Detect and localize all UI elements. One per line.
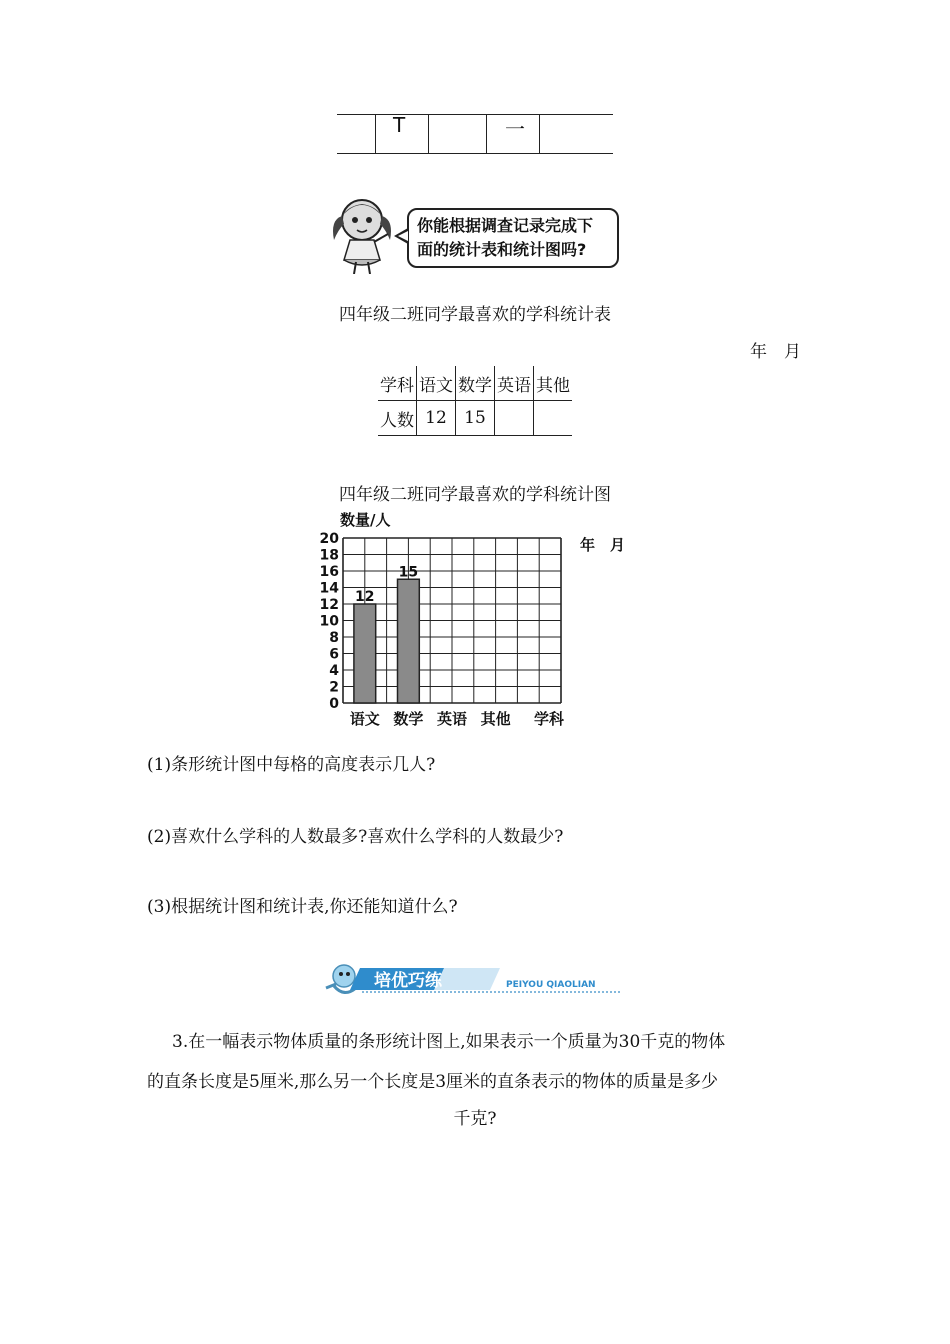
y-tick-label: 18 bbox=[319, 547, 339, 564]
speech-bubble bbox=[407, 208, 619, 268]
table-header-cell: 学科 bbox=[378, 366, 417, 401]
problem3-line1: 3.在一幅表示物体质量的条形统计图上,如果表示一个质量为30千克的物体 bbox=[172, 1032, 726, 1052]
bar-value-label: 15 bbox=[398, 564, 419, 581]
y-tick-label: 6 bbox=[329, 646, 339, 663]
y-tick-label: 16 bbox=[319, 564, 339, 580]
table-cell bbox=[495, 401, 534, 436]
chart-date: 年 月 bbox=[580, 536, 626, 554]
tally-table-fragment bbox=[337, 114, 613, 154]
y-axis-label: 数量/人 bbox=[340, 511, 391, 529]
stat-table-date: 年 月 bbox=[750, 342, 801, 362]
question-1: (1)条形统计图中每格的高度表示几人? bbox=[147, 755, 436, 775]
question-3: (3)根据统计图和统计表,你还能知道什么? bbox=[147, 897, 458, 917]
tally-divider bbox=[486, 115, 487, 153]
y-tick-label: 0 bbox=[329, 696, 339, 712]
y-tick-label: 4 bbox=[329, 663, 339, 679]
tally-divider bbox=[539, 115, 540, 153]
chart-title: 四年级二班同学最喜欢的学科统计图 bbox=[339, 485, 611, 505]
table-cell bbox=[534, 401, 573, 436]
speech-bubble-line: 你能根据调查记录完成下 bbox=[417, 216, 594, 235]
y-tick-label: 12 bbox=[319, 597, 339, 613]
x-axis-label: 学科 bbox=[533, 710, 565, 728]
table-row-label: 人数 bbox=[378, 401, 417, 436]
bar-value-label: 12 bbox=[355, 589, 375, 605]
question-2: (2)喜欢什么学科的人数最多?喜欢什么学科的人数最少? bbox=[147, 827, 564, 847]
problem3-line3: 千克? bbox=[453, 1109, 497, 1129]
stat-table-title: 四年级二班同学最喜欢的学科统计表 bbox=[339, 305, 611, 325]
speech-bubble-line: 面的统计表和统计图吗? bbox=[417, 240, 587, 259]
y-tick-label: 10 bbox=[319, 613, 339, 630]
x-category-label: 语文 bbox=[349, 710, 380, 728]
table-header-cell: 其他 bbox=[534, 366, 573, 401]
y-tick-label: 20 bbox=[319, 531, 339, 547]
mascot-icon bbox=[333, 965, 355, 987]
tally-mark: 一 bbox=[505, 117, 525, 141]
y-tick-label: 8 bbox=[329, 630, 339, 646]
section-banner bbox=[322, 958, 632, 1004]
problem3-line2: 的直条长度是5厘米,那么另一个长度是3厘米的直条表示的物体的质量是多少 bbox=[147, 1072, 719, 1092]
tally-divider bbox=[375, 115, 376, 153]
table-header-cell: 英语 bbox=[495, 366, 534, 401]
table-cell: 15 bbox=[456, 401, 495, 436]
y-tick-label: 14 bbox=[319, 580, 339, 597]
banner-subtitle: PEIYOU QIAOLIAN bbox=[506, 980, 596, 990]
bar-chart bbox=[300, 505, 650, 735]
x-category-label: 英语 bbox=[436, 710, 468, 728]
table-header-cell: 语文 bbox=[417, 366, 456, 401]
banner-title: 培优巧练 bbox=[374, 971, 442, 991]
bar bbox=[354, 604, 376, 703]
table-row bbox=[378, 366, 572, 401]
bar bbox=[398, 579, 420, 703]
table-cell: 12 bbox=[417, 401, 456, 436]
table-header-cell: 数学 bbox=[456, 366, 495, 401]
table-row bbox=[378, 401, 572, 436]
stat-table bbox=[378, 366, 572, 436]
y-tick-label: 2 bbox=[329, 679, 339, 696]
tally-divider bbox=[428, 115, 429, 153]
girl-illustration bbox=[326, 190, 398, 274]
tally-mark: T bbox=[393, 113, 406, 137]
x-category-label: 其他 bbox=[480, 710, 511, 728]
x-category-label: 数学 bbox=[393, 710, 424, 728]
